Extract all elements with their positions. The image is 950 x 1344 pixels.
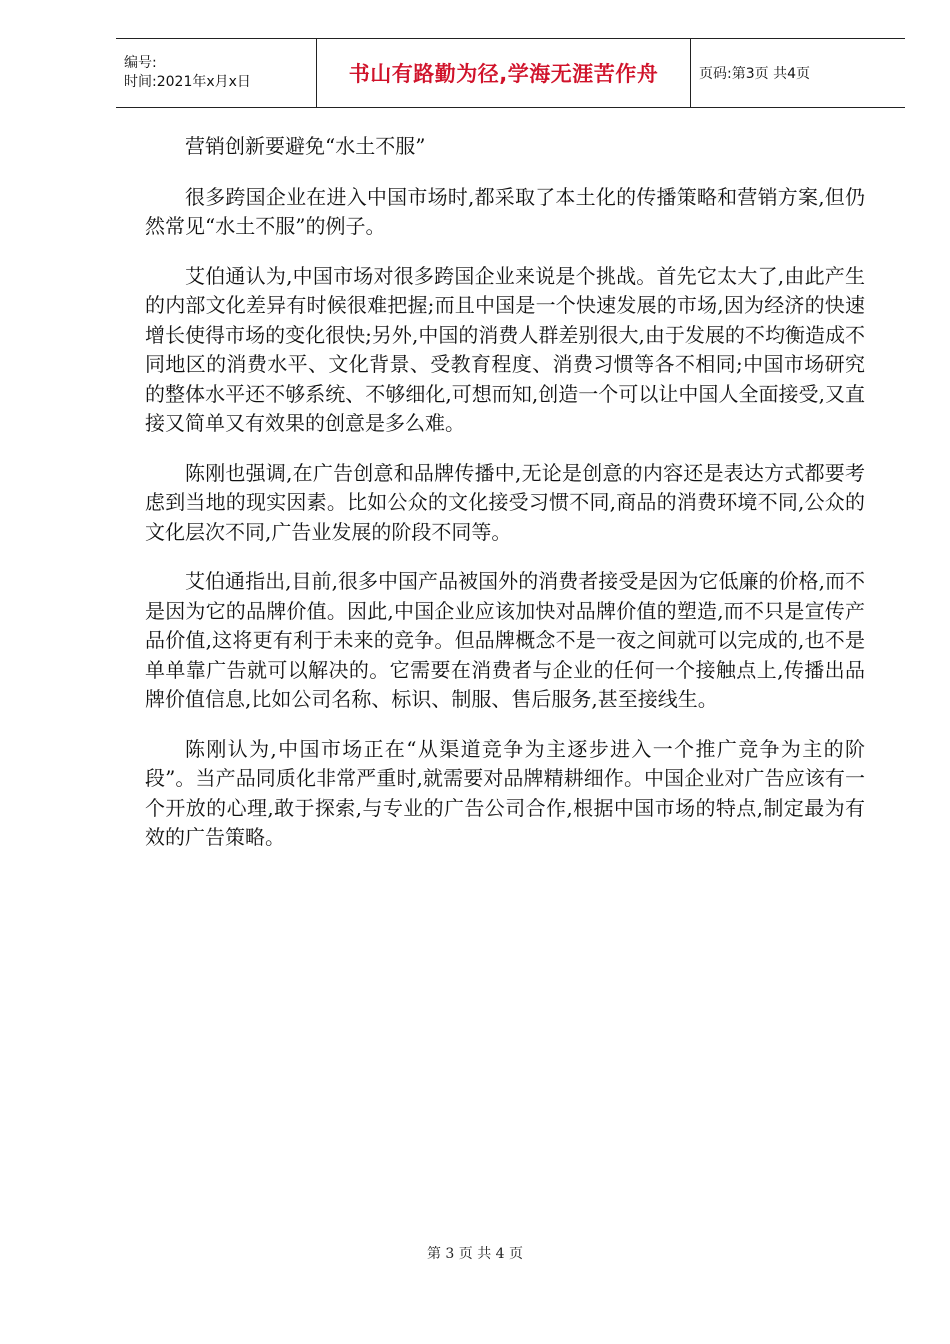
page-footer: [0, 1243, 950, 1263]
article-paragraph: 艾伯通指出,目前,很多中国产品被国外的消费者接受是因为它低廉的价格,而不是因为它的品牌价值。因此,中国企业应该加快对品牌价值的塑造,而不只是宣传产品价值,这将更有利于未来的竞争。但品牌概念不是一夜之间就可以完成的,也不是单单靠广告就可以解决的。它需要在消费者与企业的任何一个接触点上,传播出品牌价值信息,比如公司名称、标识、制服、售后服务,甚至接线生。: [145, 569, 865, 711]
header-motto-cell: [316, 39, 691, 107]
header-motto: 书山有路勤为径,学海无涯苦作舟: [348, 62, 659, 86]
document-number-label: 编号:: [124, 55, 157, 71]
article-paragraph: 陈刚认为,中国市场正在“从渠道竞争为主逐步进入一个推广竞争为主的阶段”。当产品同质化非常严重时,就需要对品牌精耕细作。中国企业对广告应该有一个开放的心理,敢于探索,与专业的广告公司合作,根据中国市场的特点,制定最为有效的广告策略。: [145, 736, 865, 849]
header-page-info: 页码:第3页 共4页: [699, 66, 810, 82]
article-paragraph: 陈刚也强调,在广告创意和品牌传播中,无论是创意的内容还是表达方式都要考虑到当地的现实因素。比如公众的文化接受习惯不同,商品的消费环境不同,公众的文化层次不同,广告业发展的阶段不同等。: [145, 460, 865, 544]
header-meta: [116, 39, 316, 107]
document-time-label: 时间:2021年x月x日: [124, 74, 251, 90]
footer-page-number: 第 3 页 共 4 页: [426, 1246, 524, 1262]
article-body: [145, 132, 865, 873]
article-title: 营销创新要避免“水土不服”: [185, 134, 426, 158]
header-page-info-cell: [691, 39, 905, 107]
article-paragraph: 艾伯通认为,中国市场对很多跨国企业来说是个挑战。首先它太大了,由此产生的内部文化差异有时候很难把握;而且中国是一个快速发展的市场,因为经济的快速增长使得市场的变化很快;另外,中国的消费人群差别很大,由于发展的不均衡造成不同地区的消费水平、文化背景、受教育程度、消费习惯等各不相同;中国市场研究的整体水平还不够系统、不够细化,可想而知,创造一个可以让中国人全面接受,又直接又简单又有效果的创意是多么难。: [145, 263, 865, 435]
header-table: [116, 38, 905, 108]
article-paragraph: 很多跨国企业在进入中国市场时,都采取了本土化的传播策略和营销方案,但仍然常见“水土不服”的例子。: [145, 184, 865, 238]
